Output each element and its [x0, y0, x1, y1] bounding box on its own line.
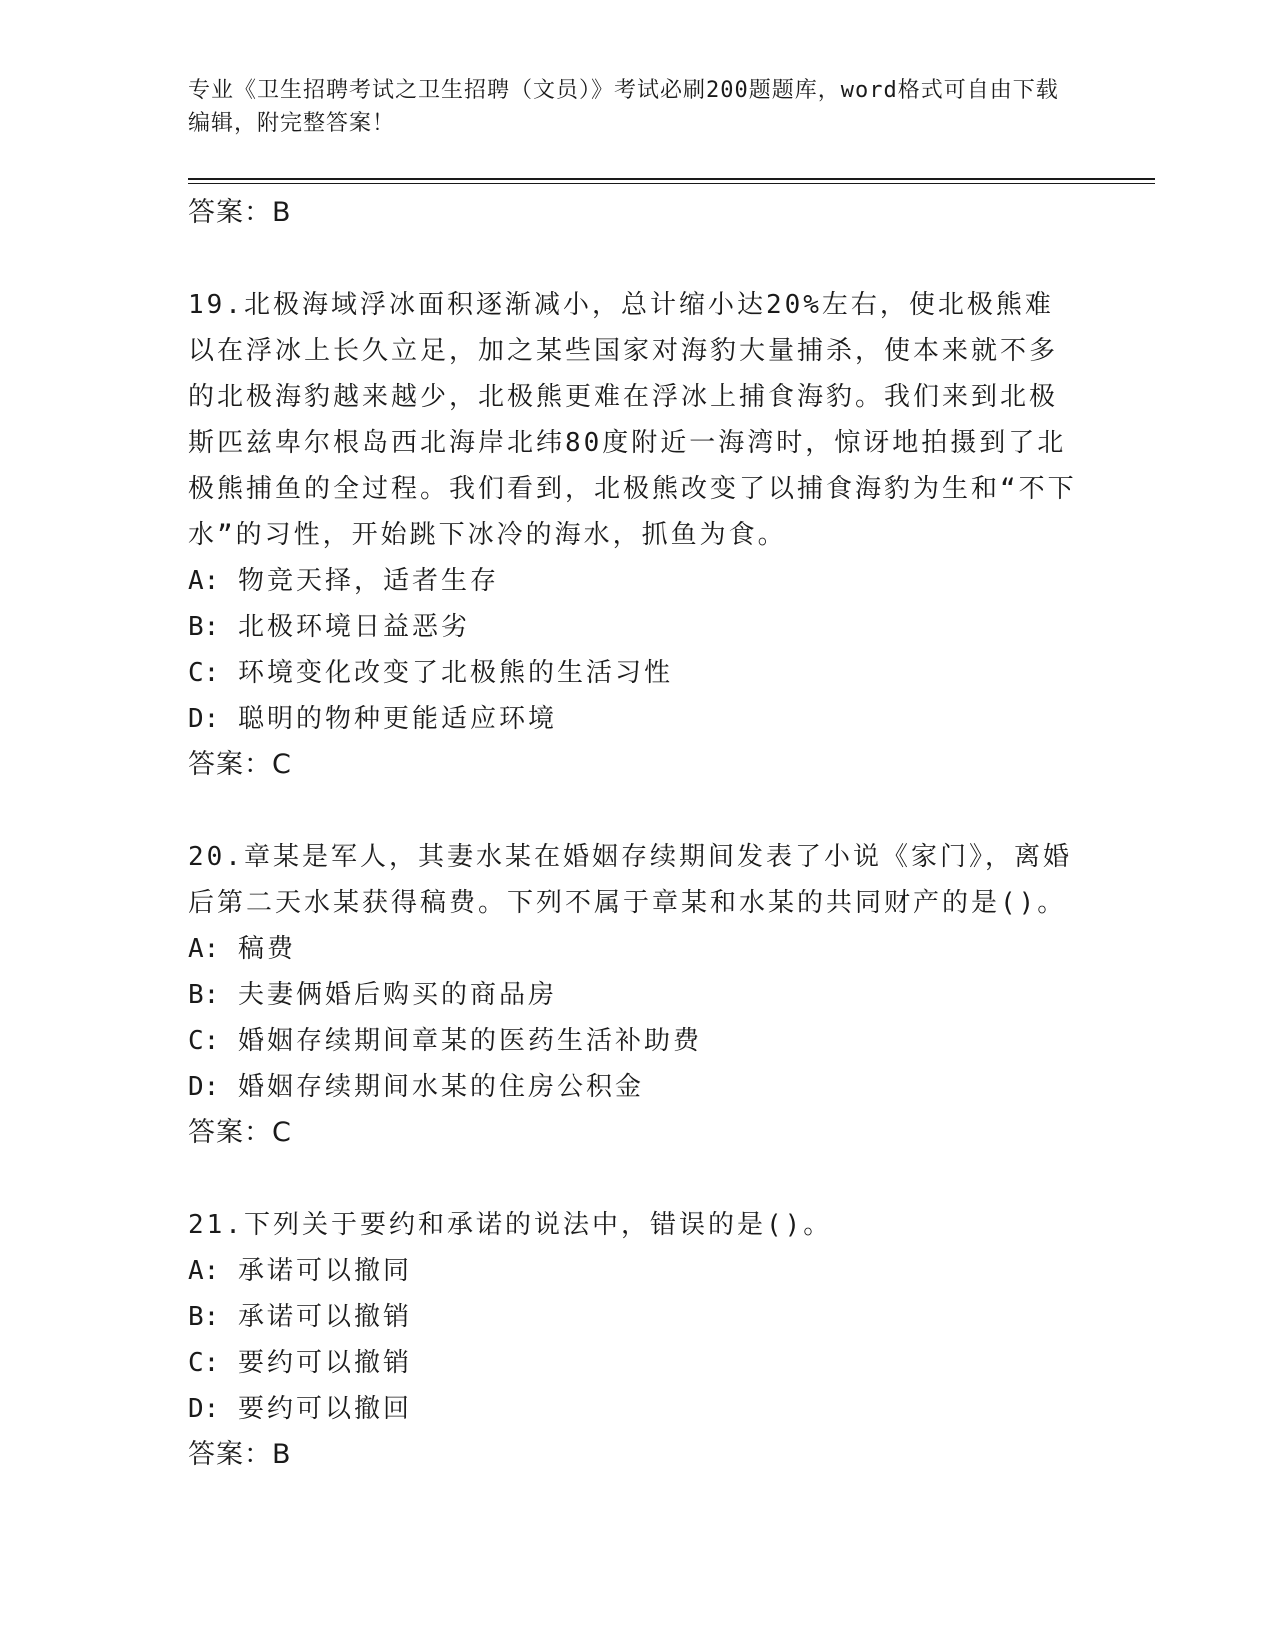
answer-line: 答案：B [188, 1439, 292, 1470]
option-b [188, 1294, 1078, 1340]
option-a [188, 1248, 1078, 1294]
option-text: 婚姻存续期间水某的住房公积金 [237, 1072, 644, 1102]
option-text: 稿费 [237, 934, 296, 964]
option-text: 物竞天择，适者生存 [237, 566, 499, 596]
option-text: 聪明的物种更能适应环境 [237, 704, 557, 734]
answer-line: 答案：B [188, 197, 292, 228]
option-b [188, 972, 1078, 1018]
option-d [188, 1064, 1078, 1110]
option-label: A: [188, 934, 220, 964]
option-label: C: [188, 658, 220, 688]
option-label: D: [188, 704, 220, 734]
option-text: 北极环境日益恶劣 [237, 612, 470, 642]
question-stem: 21.下列关于要约和承诺的说法中，错误的是()。 [188, 1210, 833, 1240]
question-19 [188, 282, 1078, 788]
option-text: 婚姻存续期间章某的医药生活补助费 [237, 1026, 702, 1056]
option-text: 环境变化改变了北极熊的生活习性 [237, 658, 673, 688]
option-text: 要约可以撤回 [237, 1394, 412, 1424]
option-label: A: [188, 1256, 220, 1286]
option-text: 承诺可以撤同 [237, 1256, 412, 1286]
option-b [188, 604, 1078, 650]
option-text: 承诺可以撤销 [237, 1302, 412, 1332]
option-label: D: [188, 1394, 220, 1424]
option-label: C: [188, 1026, 220, 1056]
question-20 [188, 834, 1078, 1156]
option-label: C: [188, 1348, 220, 1378]
document-body [188, 190, 1078, 1478]
question-21 [188, 1202, 1078, 1478]
option-c [188, 650, 1078, 696]
option-label: B: [188, 980, 220, 1010]
header-rule-thin [188, 183, 1155, 184]
option-c [188, 1340, 1078, 1386]
option-label: A: [188, 566, 220, 596]
option-a [188, 926, 1078, 972]
header-rule-thick [188, 178, 1155, 180]
option-d [188, 1386, 1078, 1432]
document-header: 专业《卫生招聘考试之卫生招聘（文员）》考试必刷200题题库，word格式可自由下载编辑，附完整答案！ [188, 78, 1059, 136]
question-stem: 20.章某是军人，其妻水某在婚姻存续期间发表了小说《家门》，离婚后第二天水某获得稿费。下列不属于章某和水某的共同财产的是()。 [188, 842, 1072, 918]
answer-line: 答案：C [188, 1117, 292, 1148]
option-d [188, 696, 1078, 742]
option-a [188, 558, 1078, 604]
option-text: 要约可以撤销 [237, 1348, 412, 1378]
answer-line: 答案：C [188, 749, 292, 780]
option-c [188, 1018, 1078, 1064]
option-label: B: [188, 612, 220, 642]
option-label: B: [188, 1302, 220, 1332]
question-stem: 19.北极海域浮冰面积逐渐减小，总计缩小达20%左右，使北极熊难以在浮冰上长久立足，加之某些国家对海豹大量捕杀，使本来就不多的北极海豹越来越少，北极熊更难在浮冰上捕食海豹。我们来到北极斯匹兹卑尔根岛西北海岸北纬80度附近一海湾时，惊讶地拍摄到了北极熊捕鱼的全过程。我们看到，北极熊改变了以捕食海豹为生和“不下水”的习性，开始跳下冰冷的海水，抓鱼为食。 [188, 290, 1077, 550]
option-text: 夫妻俩婚后购买的商品房 [237, 980, 557, 1010]
option-label: D: [188, 1072, 220, 1102]
